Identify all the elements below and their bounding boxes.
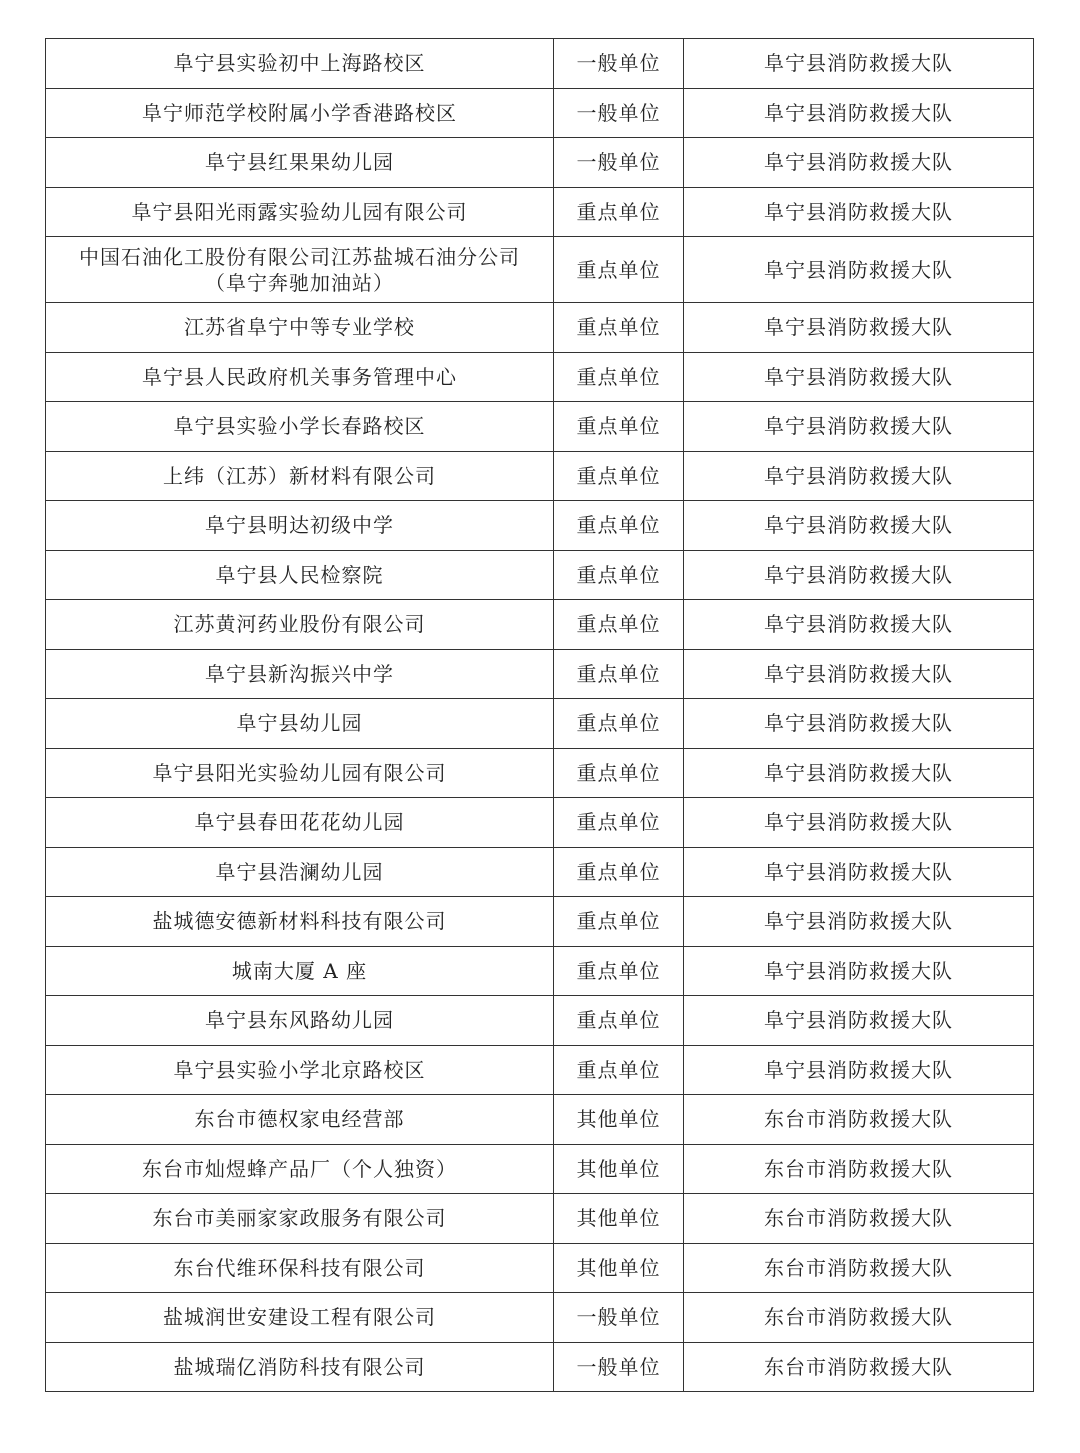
- fire-brigade-cell: 东台市消防救援大队: [684, 1144, 1034, 1194]
- fire-brigade-cell: 阜宁县消防救援大队: [684, 996, 1034, 1046]
- unit-name-cell: 阜宁县浩澜幼儿园: [46, 847, 554, 897]
- fire-brigade-cell: 阜宁县消防救援大队: [684, 798, 1034, 848]
- unit-name-cell: 阜宁县新沟振兴中学: [46, 649, 554, 699]
- unit-type-cell: 重点单位: [554, 451, 684, 501]
- fire-brigade-cell: 阜宁县消防救援大队: [684, 138, 1034, 188]
- fire-brigade-cell: 阜宁县消防救援大队: [684, 550, 1034, 600]
- fire-brigade-cell: 东台市消防救援大队: [684, 1293, 1034, 1343]
- table-row: [46, 946, 1034, 996]
- table-row: [46, 39, 1034, 89]
- fire-brigade-cell: 阜宁县消防救援大队: [684, 501, 1034, 551]
- fire-brigade-cell: 阜宁县消防救援大队: [684, 946, 1034, 996]
- unit-type-cell: 一般单位: [554, 88, 684, 138]
- unit-name-cell: 阜宁县实验初中上海路校区: [46, 39, 554, 89]
- fire-brigade-cell: 阜宁县消防救援大队: [684, 748, 1034, 798]
- unit-type-cell: 重点单位: [554, 699, 684, 749]
- unit-type-cell: 一般单位: [554, 138, 684, 188]
- fire-brigade-cell: 阜宁县消防救援大队: [684, 897, 1034, 947]
- unit-type-cell: 一般单位: [554, 1293, 684, 1343]
- table-row: [46, 798, 1034, 848]
- unit-type-cell: 重点单位: [554, 187, 684, 237]
- table-row: [46, 402, 1034, 452]
- unit-type-cell: 一般单位: [554, 1342, 684, 1392]
- table-row: [46, 1293, 1034, 1343]
- unit-type-cell: 重点单位: [554, 748, 684, 798]
- unit-name-cell: 阜宁县明达初级中学: [46, 501, 554, 551]
- unit-type-cell: 其他单位: [554, 1144, 684, 1194]
- unit-name-line-1: 中国石油化工股份有限公司江苏盐城石油分公司: [79, 244, 520, 269]
- unit-name-cell: [46, 237, 554, 303]
- unit-name-cell: 城南大厦 A 座: [46, 946, 554, 996]
- unit-type-cell: 其他单位: [554, 1194, 684, 1244]
- table-row: [46, 451, 1034, 501]
- unit-name-cell: 东台市美丽家家政服务有限公司: [46, 1194, 554, 1244]
- fire-brigade-cell: 阜宁县消防救援大队: [684, 1045, 1034, 1095]
- unit-name-cell: 江苏黄河药业股份有限公司: [46, 600, 554, 650]
- table-row: [46, 1342, 1034, 1392]
- unit-type-cell: 重点单位: [554, 501, 684, 551]
- table-row: [46, 1095, 1034, 1145]
- unit-name-cell: 东台市德权家电经营部: [46, 1095, 554, 1145]
- unit-name-cell: 阜宁县实验小学长春路校区: [46, 402, 554, 452]
- table-row: [46, 897, 1034, 947]
- table-row: [46, 303, 1034, 353]
- unit-name-cell: 上纬（江苏）新材料有限公司: [46, 451, 554, 501]
- table-row: [46, 649, 1034, 699]
- unit-name-cell: 阜宁县阳光实验幼儿园有限公司: [46, 748, 554, 798]
- table-row: [46, 600, 1034, 650]
- unit-type-cell: 重点单位: [554, 996, 684, 1046]
- unit-name-cell: 盐城德安德新材料科技有限公司: [46, 897, 554, 947]
- table-row: [46, 996, 1034, 1046]
- unit-name-cell: 江苏省阜宁中等专业学校: [46, 303, 554, 353]
- unit-name-cell: 阜宁县人民政府机关事务管理中心: [46, 352, 554, 402]
- fire-brigade-cell: 阜宁县消防救援大队: [684, 88, 1034, 138]
- unit-name-cell: 盐城润世安建设工程有限公司: [46, 1293, 554, 1343]
- unit-name-cell: 阜宁县实验小学北京路校区: [46, 1045, 554, 1095]
- fire-brigade-cell: 阜宁县消防救援大队: [684, 699, 1034, 749]
- table-row: [46, 237, 1034, 303]
- unit-name-cell: 阜宁县东风路幼儿园: [46, 996, 554, 1046]
- unit-type-cell: 重点单位: [554, 237, 684, 303]
- fire-brigade-cell: 东台市消防救援大队: [684, 1095, 1034, 1145]
- fire-brigade-cell: 阜宁县消防救援大队: [684, 649, 1034, 699]
- unit-name-cell: 阜宁县人民检察院: [46, 550, 554, 600]
- unit-type-cell: 重点单位: [554, 352, 684, 402]
- unit-type-cell: 一般单位: [554, 39, 684, 89]
- table-row: [46, 352, 1034, 402]
- fire-brigade-cell: 阜宁县消防救援大队: [684, 600, 1034, 650]
- fire-brigade-cell: 阜宁县消防救援大队: [684, 303, 1034, 353]
- table-row: [46, 1243, 1034, 1293]
- table-row: [46, 847, 1034, 897]
- fire-brigade-cell: 阜宁县消防救援大队: [684, 451, 1034, 501]
- unit-type-cell: 重点单位: [554, 847, 684, 897]
- fire-brigade-cell: 东台市消防救援大队: [684, 1342, 1034, 1392]
- table-row: [46, 501, 1034, 551]
- table-row: [46, 550, 1034, 600]
- fire-brigade-cell: 阜宁县消防救援大队: [684, 187, 1034, 237]
- unit-type-cell: 其他单位: [554, 1243, 684, 1293]
- table-row: [46, 187, 1034, 237]
- unit-name-cell: 盐城瑞亿消防科技有限公司: [46, 1342, 554, 1392]
- fire-brigade-cell: 阜宁县消防救援大队: [684, 237, 1034, 303]
- unit-name-cell: 阜宁县阳光雨露实验幼儿园有限公司: [46, 187, 554, 237]
- unit-table: [45, 38, 1034, 1392]
- unit-type-cell: 重点单位: [554, 897, 684, 947]
- unit-type-cell: 重点单位: [554, 1045, 684, 1095]
- table-row: [46, 88, 1034, 138]
- unit-name-line-2: （阜宁奔驰加油站）: [205, 270, 394, 295]
- unit-name-cell: 阜宁县红果果幼儿园: [46, 138, 554, 188]
- unit-type-cell: 重点单位: [554, 402, 684, 452]
- fire-brigade-cell: 阜宁县消防救援大队: [684, 352, 1034, 402]
- table-row: [46, 699, 1034, 749]
- table-row: [46, 1194, 1034, 1244]
- fire-brigade-cell: 阜宁县消防救援大队: [684, 402, 1034, 452]
- table-row: [46, 1045, 1034, 1095]
- fire-brigade-cell: 阜宁县消防救援大队: [684, 39, 1034, 89]
- unit-name-cell: 阜宁师范学校附属小学香港路校区: [46, 88, 554, 138]
- unit-name-cell: 东台代维环保科技有限公司: [46, 1243, 554, 1293]
- fire-brigade-cell: 东台市消防救援大队: [684, 1243, 1034, 1293]
- unit-type-cell: 重点单位: [554, 600, 684, 650]
- unit-type-cell: 重点单位: [554, 946, 684, 996]
- table-row: [46, 138, 1034, 188]
- document-page: [45, 38, 1033, 1392]
- unit-type-cell: 其他单位: [554, 1095, 684, 1145]
- unit-type-cell: 重点单位: [554, 649, 684, 699]
- unit-name-cell: 阜宁县幼儿园: [46, 699, 554, 749]
- table-row: [46, 748, 1034, 798]
- fire-brigade-cell: 东台市消防救援大队: [684, 1194, 1034, 1244]
- table-row: [46, 1144, 1034, 1194]
- fire-brigade-cell: 阜宁县消防救援大队: [684, 847, 1034, 897]
- unit-type-cell: 重点单位: [554, 550, 684, 600]
- unit-name-cell: 阜宁县春田花花幼儿园: [46, 798, 554, 848]
- unit-type-cell: 重点单位: [554, 798, 684, 848]
- unit-type-cell: 重点单位: [554, 303, 684, 353]
- unit-name-cell: 东台市灿煜蜂产品厂（个人独资）: [46, 1144, 554, 1194]
